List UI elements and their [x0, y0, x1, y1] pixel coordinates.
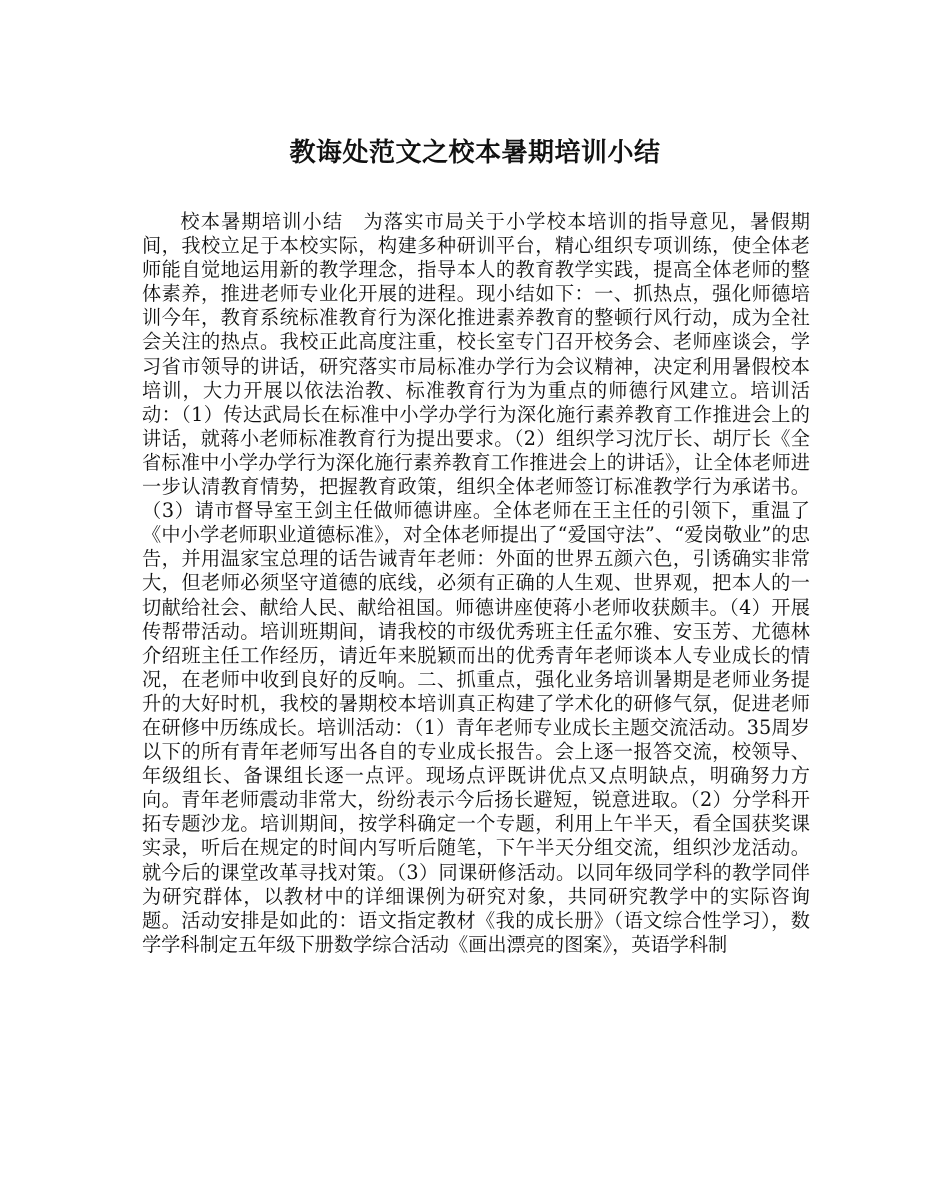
document-body: 校本暑期培训小结 为落实市局关于小学校本培训的指导意见，暑假期间，我校立足于本校实际，构建多种研训平台，精心组织专项训练，使全体老师能自觉地运用新的教学理念，指导本人的教育教学实践，提高全体老师的整体素养，推进老师专业化开展的进程。现小结如下：一、抓热点，强化师德培训今年，教育系统标准教育行为深化推进素养教育的整顿行风行动，成为全社会关注的热点。我校正此高度注重，校长室专门召开校务会、老师座谈会，学习省市领导的讲话，研究落实市局标准办学行为会议精神，决定利用暑假校本培训，大力开展以依法治教、标准教育行为为重点的师德行风建立。培训活动：（1）传达武局长在标准中小学办学行为深化施行素养教育工作推进会上的讲话，就蒋小老师标准教育行为提出要求。（2）组织学习沈厅长、胡厅长《全省标准中小学办学行为深化施行素养教育工作推进会上的讲话》，让全体老师进一步认清教育情势，把握教育政策，组织全体老师签订标准教学行为承诺书。（3）请市督导室王剑主任做师德讲座。全体老师在王主任的引领下，重温了《中小学老师职业道德标准》，对全体老师提出了“爱国守法”、“爱岗敬业”的忠告，并用温家宝总理的话告诫青年老师：外面的世界五颜六色，引诱确实非常大，但老师必须坚守道德的底线，必须有正确的人生观、世界观，把本人的一切献给社会、献给人民、献给祖国。师德讲座使蒋小老师收获颇丰。（4）开展传帮带活动。培训班期间，请我校的市级优秀班主任孟尔雅、安玉芳、尤德林介绍班主任工作经历，请近年来脱颖而出的优秀青年老师谈本人专业成长的情况，在老师中收到良好的反响。二、抓重点，强化业务培训暑期是老师业务提升的大好时机，我校的暑期校本培训真正构建了学术化的研修气氛，促进老师在研修中历练成长。培训活动：（1）青年老师专业成长主题交流活动。35周岁以下的所有青年老师写出各自的专业成长报告。会上逐一报答交流，校领导、年级组长、备课组长逐一点评。现场点评既讲优点又点明缺点，明确努力方向。青年老师震动非常大，纷纷表示今后扬长避短，锐意进取。（2）分学科开拓专题沙龙。培训期间，按学科确定一个专题，利用上午半天，看全国获奖课实录，听后在规定的时间内写听后随笔，下午半天分组交流，组织沙龙活动。就今后的课堂改革寻找对策。（3）同课研修活动。以同年级同学科的教学同伴为研究群体，以教材中的详细课例为研究对象，共同研究教学中的实际咨询题。活动安排是如此的：语文指定教材《我的成长册》（语文综合性学习），数学学科制定五年级下册数学综合活动《画出漂亮的图案》，英语学科制 [142, 210, 810, 956]
document-title: 教诲处范文之校本暑期培训小结 [289, 138, 661, 168]
